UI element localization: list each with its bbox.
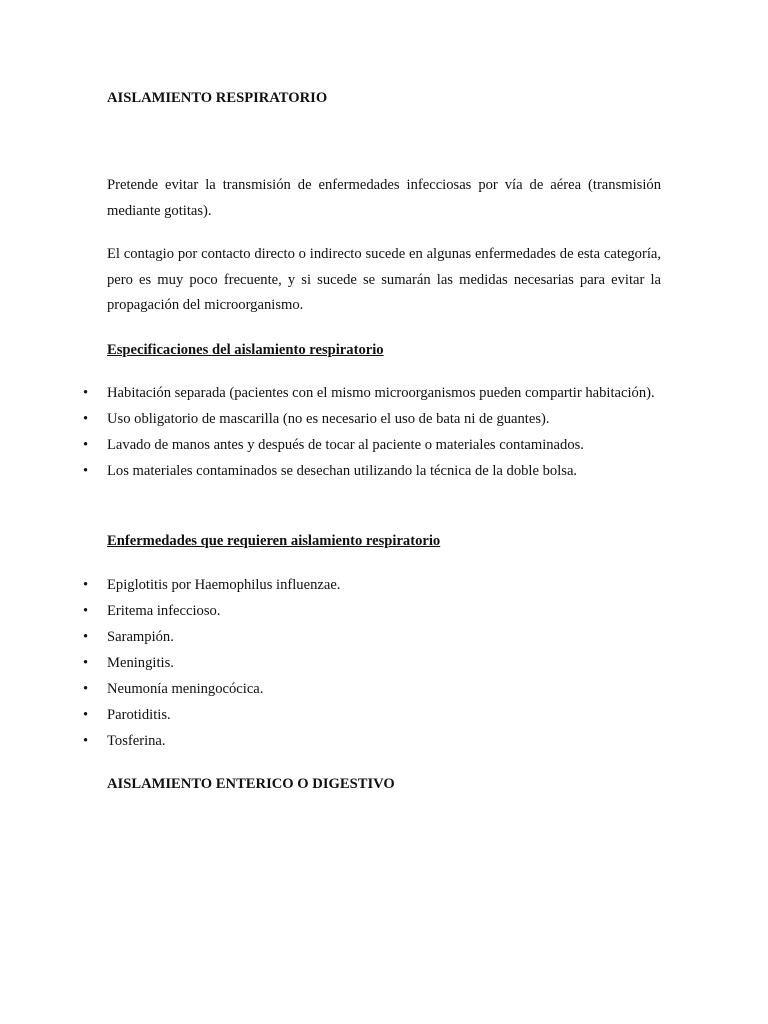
diseases-list bbox=[0, 572, 768, 754]
list-item bbox=[0, 380, 661, 406]
list-item bbox=[0, 650, 661, 676]
list-item bbox=[0, 676, 661, 702]
section-title: AISLAMIENTO RESPIRATORIO bbox=[107, 90, 328, 106]
specifications-list bbox=[0, 380, 768, 484]
list-item bbox=[0, 572, 661, 598]
list-item bbox=[0, 702, 661, 728]
list-item-text: Habitación separada (pacientes con el mismo microorganismos pueden compartir habitación). bbox=[107, 385, 655, 401]
bullet-icon: • bbox=[83, 437, 89, 453]
contagion-paragraph: El contagio por contacto directo o indirecto sucede en algunas enfermedades de esta categoría, pero es muy poco frecuente, y si sucede se sumarán las medidas necesarias para evitar la propagación del microorganismo. bbox=[107, 246, 661, 313]
list-item-text: Eritema infeccioso. bbox=[107, 603, 221, 619]
list-item-text: Los materiales contaminados se desechan utilizando la técnica de la doble bolsa. bbox=[107, 463, 578, 479]
list-item-text: Epiglotitis por Haemophilus influenzae. bbox=[107, 577, 341, 593]
bullet-icon: • bbox=[83, 681, 89, 697]
list-item bbox=[0, 406, 661, 432]
bullet-icon: • bbox=[83, 733, 89, 749]
list-item bbox=[0, 624, 661, 650]
list-item-text: Uso obligatorio de mascarilla (no es necesario el uso de bata ni de guantes). bbox=[107, 411, 550, 427]
list-item-text: Sarampión. bbox=[107, 629, 174, 645]
list-item-text: Parotiditis. bbox=[107, 707, 171, 723]
bullet-icon: • bbox=[83, 577, 89, 593]
diseases-heading: Enfermedades que requieren aislamiento respiratorio bbox=[107, 533, 441, 549]
bullet-icon: • bbox=[83, 707, 89, 723]
bullet-icon: • bbox=[83, 411, 89, 427]
intro-paragraph: Pretende evitar la transmisión de enfermedades infecciosas por vía de aérea (transmisión mediante gotitas). bbox=[107, 177, 661, 219]
list-item bbox=[0, 458, 661, 484]
list-item-text: Lavado de manos antes y después de tocar al paciente o materiales contaminados. bbox=[107, 437, 584, 453]
list-item-text: Meningitis. bbox=[107, 655, 174, 671]
next-section-title: AISLAMIENTO ENTERICO O DIGESTIVO bbox=[107, 776, 395, 792]
list-item bbox=[0, 598, 661, 624]
list-item-text: Neumonía meningocócica. bbox=[107, 681, 264, 697]
list-item-text: Tosferina. bbox=[107, 733, 166, 749]
list-item bbox=[0, 728, 661, 754]
bullet-icon: • bbox=[83, 385, 89, 401]
list-item bbox=[0, 432, 661, 458]
specifications-heading: Especificaciones del aislamiento respiratorio bbox=[107, 342, 384, 358]
bullet-icon: • bbox=[83, 629, 89, 645]
bullet-icon: • bbox=[83, 463, 89, 479]
bullet-icon: • bbox=[83, 603, 89, 619]
bullet-icon: • bbox=[83, 655, 89, 671]
